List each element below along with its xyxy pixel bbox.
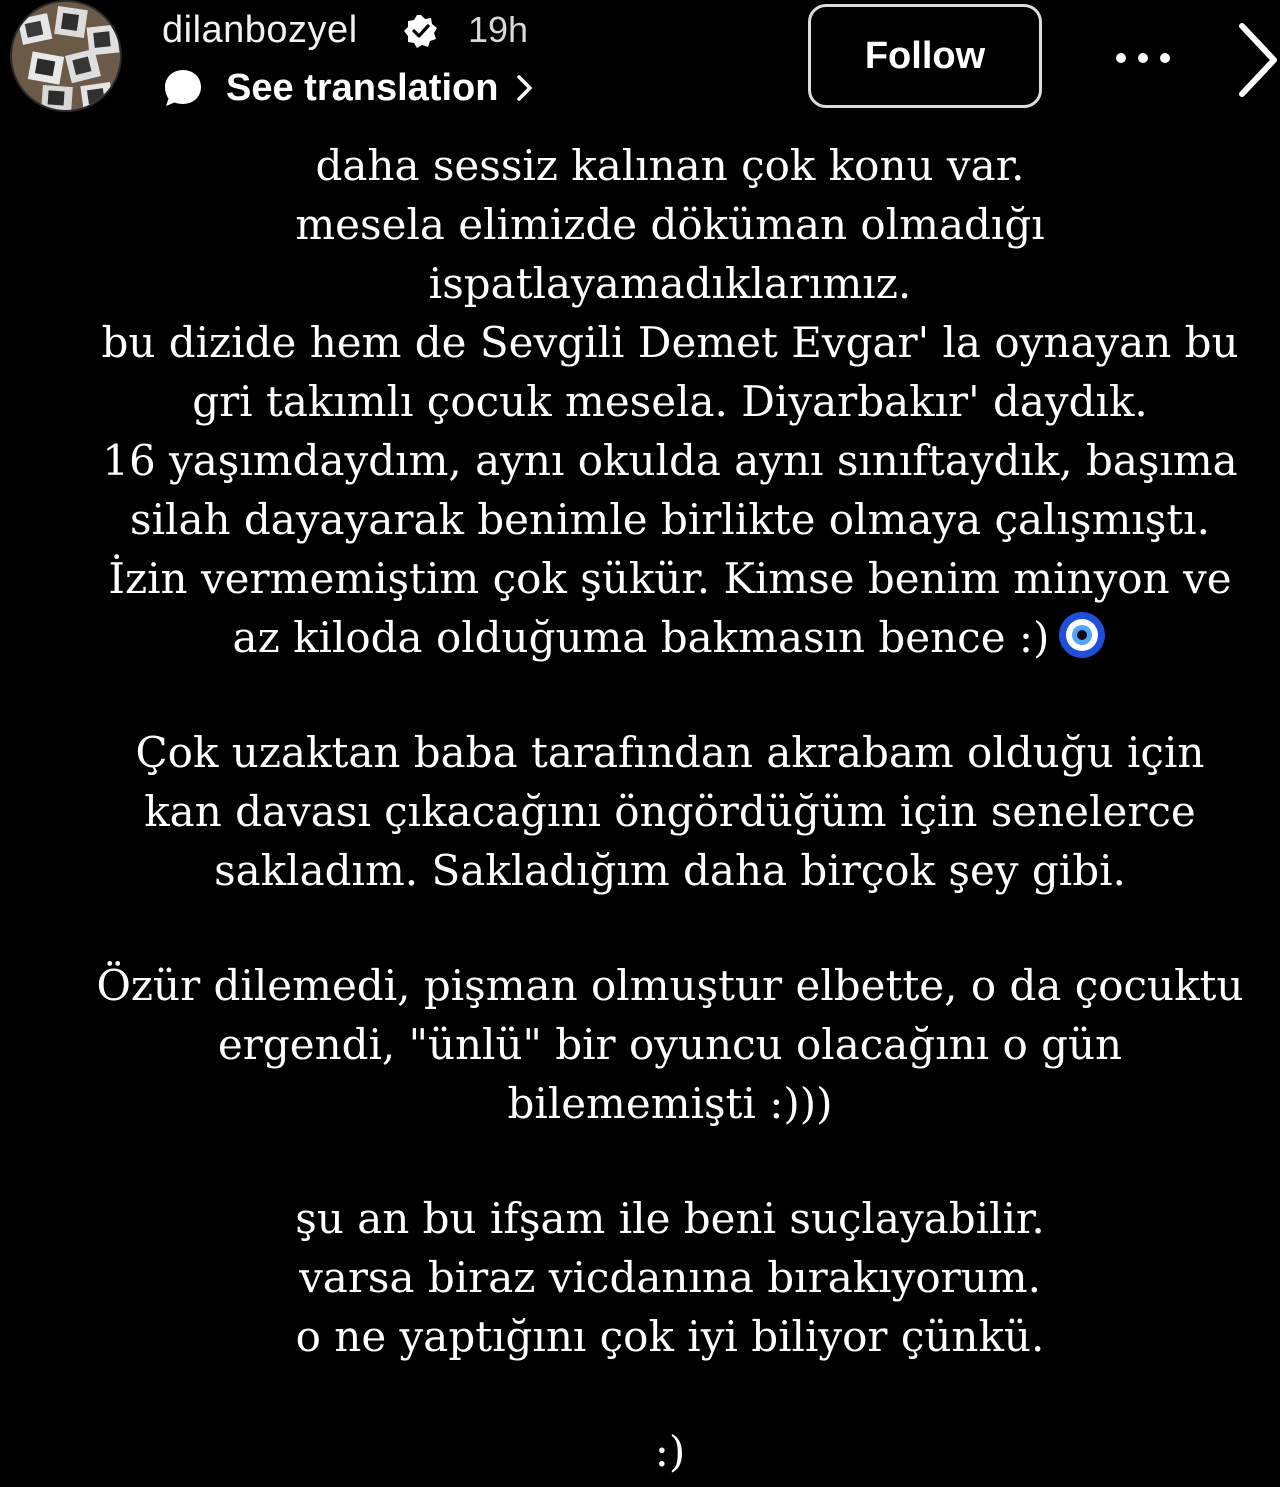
- story-line: kan davası çıkacağını öngördüğüm için senelerce: [144, 787, 1196, 836]
- chevron-right-small-icon: [514, 73, 536, 103]
- story-line: silah dayayarak benimle birlikte olmaya çalışmıştı.: [130, 495, 1210, 544]
- story-header: [0, 0, 1280, 120]
- timestamp: 19h: [468, 9, 529, 50]
- paragraph-gap: [70, 900, 1270, 956]
- more-options-icon[interactable]: [1108, 34, 1178, 82]
- story-text: [70, 136, 1270, 1481]
- story-line: ispatlayamadıklarımız.: [428, 259, 912, 308]
- story-line: o ne yaptığını çok iyi biliyor çünkü.: [295, 1312, 1045, 1361]
- paragraph-gap: [70, 1133, 1270, 1189]
- story-line: 16 yaşımdaydım, aynı okulda aynı sınıftaydık, başıma: [102, 436, 1238, 485]
- story-line-with-emoji: [70, 608, 1270, 667]
- paragraph-gap: [70, 1366, 1270, 1422]
- story-line: gri takımlı çocuk mesela. Diyarbakır' daydık.: [192, 377, 1148, 426]
- story-line: daha sessiz kalınan çok konu var.: [315, 141, 1025, 190]
- see-translation-label: See translation: [226, 67, 499, 109]
- story-line: bu dizide hem de Sevgili Demet Evgar' la oynayan bu: [101, 318, 1239, 367]
- story-line: ergendi, "ünlü" bir oyuncu olacağını o gün: [217, 1020, 1123, 1069]
- avatar[interactable]: [10, 0, 122, 112]
- evil-eye-icon: [1057, 610, 1107, 660]
- story-line: mesela elimizde döküman olmadığı: [295, 200, 1045, 249]
- next-story-chevron-icon[interactable]: [1236, 20, 1280, 100]
- story-line: varsa biraz vicdanına bırakıyorum.: [299, 1253, 1041, 1302]
- paragraph-gap: [70, 667, 1270, 723]
- follow-button[interactable]: Follow: [808, 4, 1042, 108]
- story-line: sakladım. Sakladığım daha birçok şey gibi.: [214, 846, 1126, 895]
- story-line: İzin vermemiştim çok şükür. Kimse benim minyon ve: [108, 554, 1232, 603]
- story-line: az kiloda olduğuma bakmasın bence :): [232, 613, 1050, 662]
- username[interactable]: dilanbozyel: [162, 9, 358, 51]
- story-line: Özür dilemedi, pişman olmuştur elbette, o da çocuktu: [96, 961, 1244, 1010]
- see-translation-link[interactable]: [162, 64, 536, 112]
- translate-bubble-icon: [162, 67, 204, 109]
- story-line: Çok uzaktan baba tarafından akrabam olduğu için: [135, 728, 1205, 777]
- story-line: şu an bu ifşam ile beni suçlayabilir.: [295, 1194, 1045, 1243]
- verified-badge-icon: [404, 14, 438, 48]
- story-line: bilememişti :))): [507, 1079, 833, 1128]
- story-closing: :): [654, 1427, 686, 1476]
